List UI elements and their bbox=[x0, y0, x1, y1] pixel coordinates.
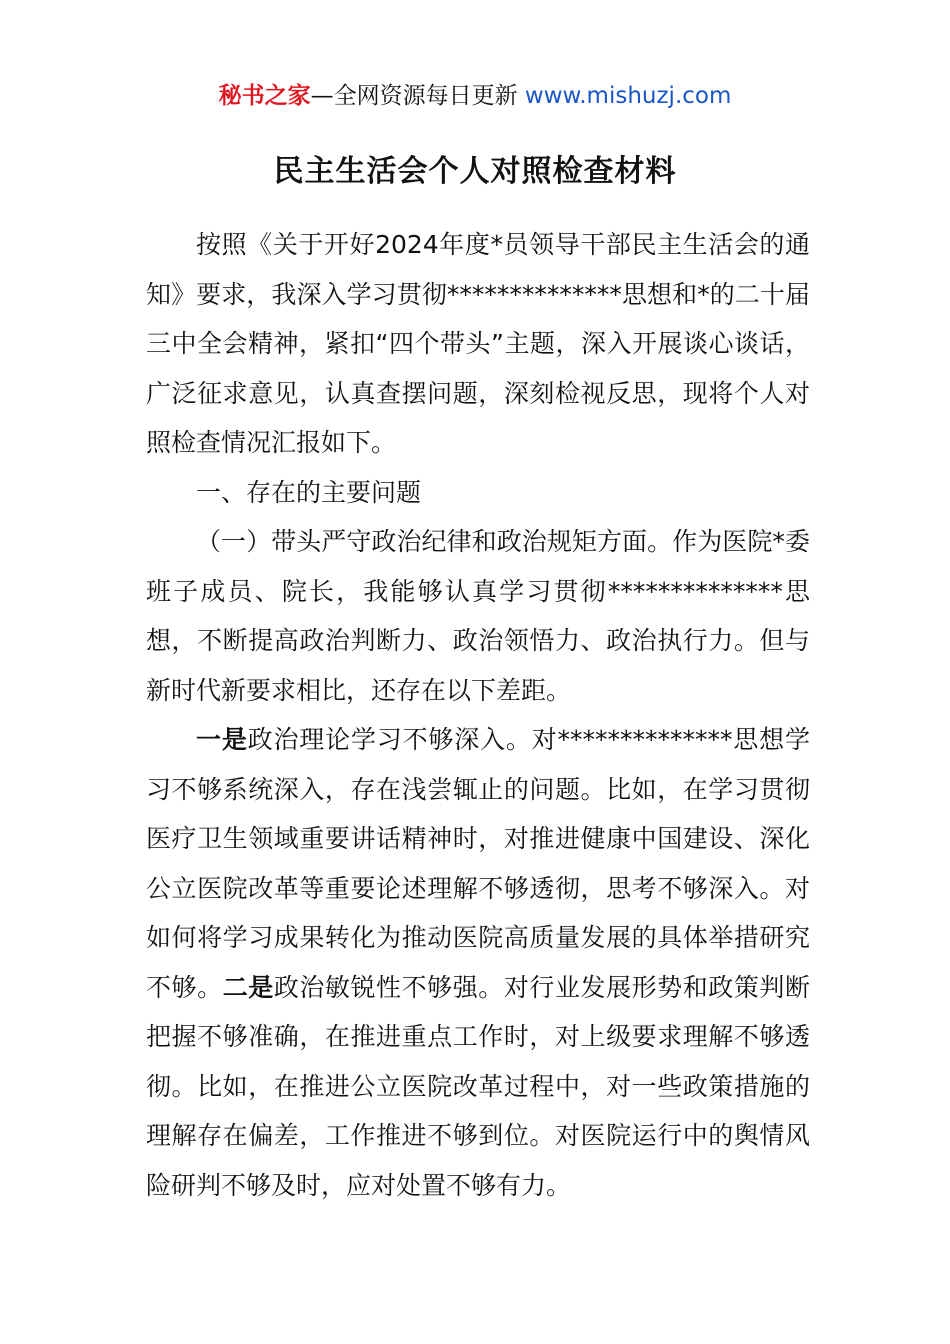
document-title: 民主生活会个人对照检查材料 bbox=[273, 154, 677, 189]
intro-paragraph: 按照《关于开好2024年度*员领导干部民主生活会的通知》要求，我深入学习贯彻**************思想和*的二十届三中全会精神，紧扣“四个带头”主题，深入开展谈心谈话，广泛征求意见，认真查摆问题，深刻检视反思，现将个人对照检查情况汇报如下。 bbox=[146, 230, 810, 457]
site-header bbox=[0, 80, 950, 112]
point2-text: 政治敏锐性不够强。对行业发展形势和政策判断把握不够准确，在推进重点工作时，对上级要求理解不够透彻。比如，在推进公立医院改革过程中，对一些政策措施的理解存在偏差，工作推进不够到位。对医院运行中的舆情风险研判不够及时，应对处置不够有力。 bbox=[146, 972, 810, 1200]
point1-label: 一是 bbox=[196, 725, 248, 754]
brand-name: 秘书之家 bbox=[218, 83, 311, 109]
points-paragraph bbox=[146, 715, 810, 1210]
subsection-paragraph: （一）带头严守政治纪律和政治规矩方面。作为医院*委班子成员、院长，我能够认真学习贯彻**************思想，不断提高政治判断力、政治领悟力、政治执行力。但与新时代新要求相比，还存在以下差距。 bbox=[146, 527, 810, 705]
header-dash: — bbox=[310, 83, 334, 109]
point1-text: 政治理论学习不够深入。对**************思想学习不够系统深入，存在浅尝辄止的问题。比如，在学习贯彻医疗卫生领域重要讲话精神时，对推进健康中国建设、深化公立医院改革等重要论述理解不够透彻，思考不够深入。对如何将学习成果转化为推动医院高质量发展的具体举措研究不够。 bbox=[146, 725, 810, 1002]
site-url-link[interactable]: www.mishuzj.com bbox=[524, 83, 732, 109]
document-body bbox=[146, 220, 810, 1210]
header-tagline: 全网资源每日更新 bbox=[333, 83, 518, 109]
point2-label: 二是 bbox=[222, 972, 274, 1002]
section-heading: 一、存在的主要问题 bbox=[196, 477, 422, 507]
